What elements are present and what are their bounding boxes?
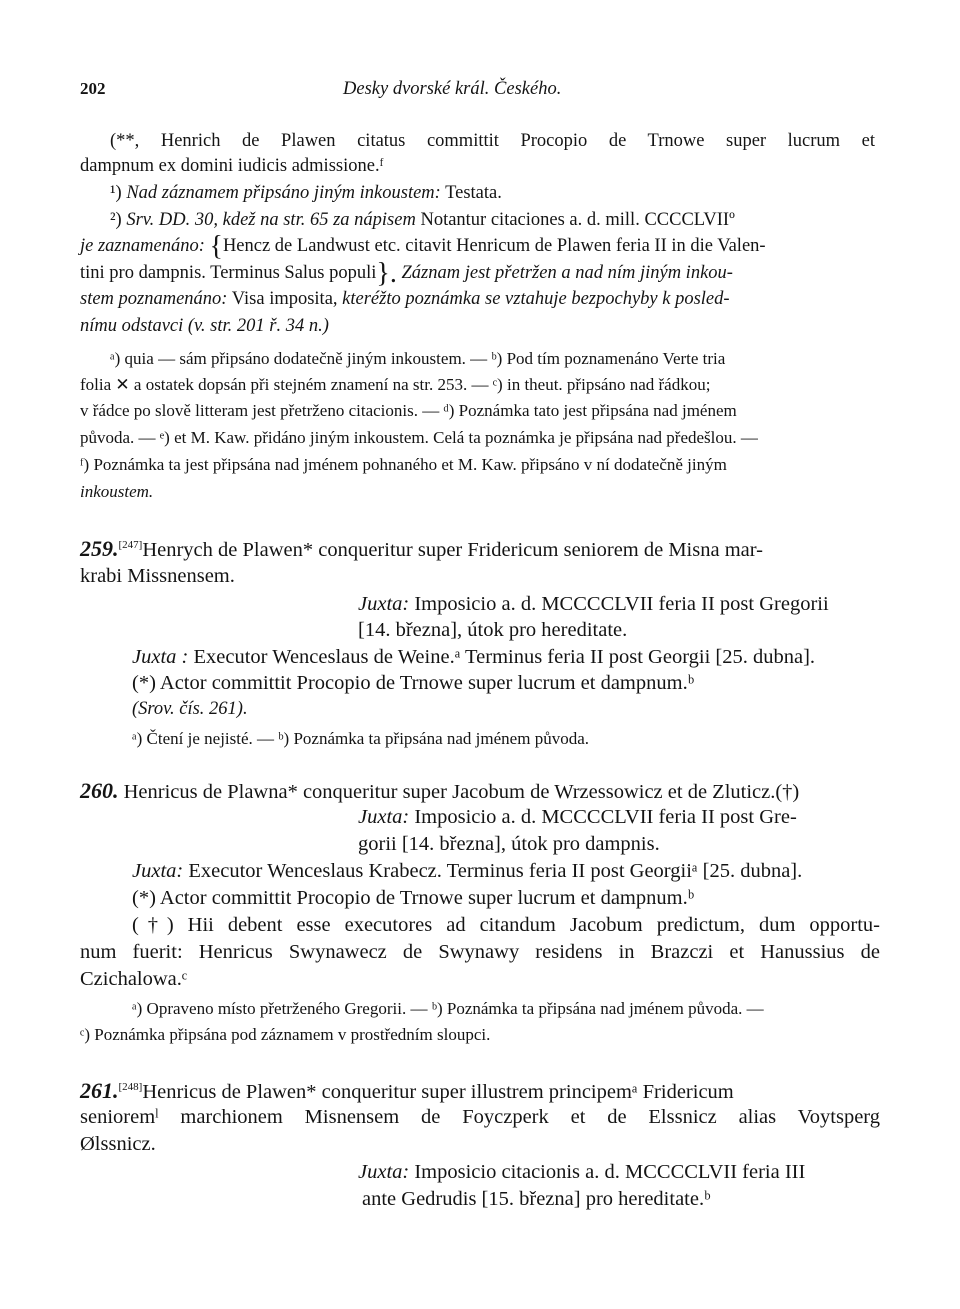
apparatus-line: ᶜ) Poznámka připsána pod záznamem v prostředním sloupci. xyxy=(80,1025,491,1044)
footnote-italic: stem poznamenáno: xyxy=(80,289,228,309)
juxta-label: Juxta: xyxy=(358,593,410,615)
apparatus-line: ᶠ) Poznámka ta jest připsána nad jménem pohnaného et M. Kaw. připsáno v ní dodatečně jiným xyxy=(80,455,727,474)
juxta-text: Imposicio citacionis a. d. MCCCCLVII feria III xyxy=(414,1161,806,1183)
brace-close: }. xyxy=(376,258,397,289)
footnote-text: Visa imposita, xyxy=(231,289,338,309)
juxta-text: Imposicio a. d. MCCCCLVII feria II post Gregorii xyxy=(414,593,829,615)
brace-open: { xyxy=(209,231,223,262)
entry-261-line xyxy=(80,1080,734,1103)
juxta-line xyxy=(358,594,829,615)
actor-line: (*) Actor committit Procopio de Trnowe super lucrum et dampnum.ᵇ xyxy=(132,887,695,909)
juxta-label: Juxta: xyxy=(132,860,184,882)
footnote-italic: Záznam jest přetržen a nad ním jiným inkou- xyxy=(401,263,733,283)
footnote-marker: ¹) xyxy=(110,183,122,203)
cross-reference: (Srov. čís. 261). xyxy=(132,699,248,719)
entry-261-line: senioremˡ marchionem Misnensem de Foyczperk et de Elssnicz alias Voytsperg xyxy=(80,1106,880,1128)
apparatus-line: původa. — ᵉ) et M. Kaw. přidáno jiným inkoustem. Celá ta poznámka je připsána nad předešlou. — xyxy=(80,428,758,447)
entry-260-line xyxy=(80,780,799,803)
apparatus-line: folia ✕ a ostatek dopsán při stejném znamení na str. 253. — ᶜ) in theut. připsáno nad řádkou; xyxy=(80,375,711,394)
entry-number: 259. xyxy=(80,536,119,561)
running-title: Desky dvorské král. Českého. xyxy=(343,79,562,99)
apparatus-line: v řádce po slově litteram jest přetrženo citacionis. — ᵈ) Poznámka tato jest připsána nad jménem xyxy=(80,401,737,420)
apparatus-line: ᵃ) Opraveno místo přetrženého Gregorii. — ᵇ) Poznámka ta připsána nad jménem původa. — xyxy=(132,999,764,1018)
juxta-label: Juxta: xyxy=(358,806,410,828)
footnote-marker: ²) xyxy=(110,210,122,230)
footnote-italic: kteréžto poznámka se vztahuje bezpochyby k posled- xyxy=(342,289,730,309)
note-line: num fuerit: Henricus Swynawecz de Swynawy residens in Brazczi et Hanussius de xyxy=(80,941,880,963)
footnote-text: tini pro dampnis. Terminus Salus populi xyxy=(80,263,377,283)
footnote-2-cont xyxy=(80,231,766,262)
juxta-line: gorii [14. března], útok pro dampnis. xyxy=(358,833,660,855)
juxta-line: ante Gedrudis [15. března] pro hereditate.ᵇ xyxy=(362,1188,711,1210)
prev-note-line: (**, Henrich de Plawen citatus committit Procopio de Trnowe super lucrum et xyxy=(110,131,875,151)
juxta-line xyxy=(358,1162,805,1183)
juxta-line xyxy=(132,861,802,882)
entry-261-line: Ølssnicz. xyxy=(80,1133,156,1155)
footnote-italic: Srv. DD. 30, kdež na str. 65 za nápisem xyxy=(126,210,416,230)
entry-259-line: krabi Missnensem. xyxy=(80,565,235,587)
footnote-italic: Nad záznamem připsáno jiným inkoustem: xyxy=(126,183,441,203)
prev-note-line: dampnum ex domini iudicis admissione.ᶠ xyxy=(80,156,384,176)
footnote-italic: nímu odstavci (v. str. 201 ř. 34 n.) xyxy=(80,316,329,336)
apparatus-line: inkoustem. xyxy=(80,482,154,501)
footnote-text: Hencz de Landwust etc. citavit Henricum de Plawen feria II in die Valen- xyxy=(222,236,766,256)
folio-mark: [248] xyxy=(118,1081,143,1094)
note-line: (†) Hii debent esse executores ad citandum Jacobum predictum, dum opportu- xyxy=(132,914,880,936)
entry-text: Henricus de Plawen* conqueritur super illustrem principemᵃ Fridericum xyxy=(142,1081,734,1103)
juxta-text: Imposicio a. d. MCCCCLVII feria II post Gre- xyxy=(414,806,797,828)
entry-text: Henricus de Plawna* conqueritur super Jacobum de Wrzessowicz et de Zluticz.(†) xyxy=(123,781,800,803)
juxta-line xyxy=(358,807,797,828)
actor-line: (*) Actor committit Procopio de Trnowe super lucrum et dampnum.ᵇ xyxy=(132,672,695,694)
note-line: Czichalowa.ᶜ xyxy=(80,968,188,990)
entry-text: Henrych de Plawen* conqueritur super Fridericum seniorem de Misna mar- xyxy=(142,539,763,561)
folio-mark: [247] xyxy=(118,539,143,552)
footnote-2 xyxy=(110,211,735,230)
footnote-2-cont xyxy=(80,290,730,309)
footnote-text: Notantur citaciones a. d. mill. CCCCLVIIº xyxy=(420,210,735,230)
juxta-label: Juxta: xyxy=(358,1161,410,1183)
page-number: 202 xyxy=(80,79,106,98)
apparatus-line: ᵃ) Čtení je nejisté. — ᵇ) Poznámka ta připsána nad jménem původa. xyxy=(132,729,589,748)
juxta-text: Executor Wenceslaus de Weine.ᵃ Terminus feria II post Georgii [25. dubna]. xyxy=(193,646,816,668)
footnote-2-cont xyxy=(80,317,329,336)
entry-number: 260. xyxy=(80,778,119,803)
juxta-label: Juxta : xyxy=(132,646,189,668)
entry-259-line xyxy=(80,538,763,561)
juxta-line: [14. března], útok pro hereditate. xyxy=(358,619,628,641)
footnote-italic: je zaznamenáno: xyxy=(80,236,205,256)
footnote-1 xyxy=(110,184,502,203)
juxta-line xyxy=(132,647,815,668)
footnote-text: Testata. xyxy=(445,183,502,203)
footnote-2-cont xyxy=(80,258,733,289)
entry-number: 261. xyxy=(80,1078,119,1103)
juxta-text: Executor Wenceslaus Krabecz. Terminus feria II post Georgiiᵃ [25. dubna]. xyxy=(188,860,803,882)
apparatus-line: ᵃ) quia — sám připsáno dodatečně jiným inkoustem. — ᵇ) Pod tím poznamenáno Verte tria xyxy=(110,349,726,368)
